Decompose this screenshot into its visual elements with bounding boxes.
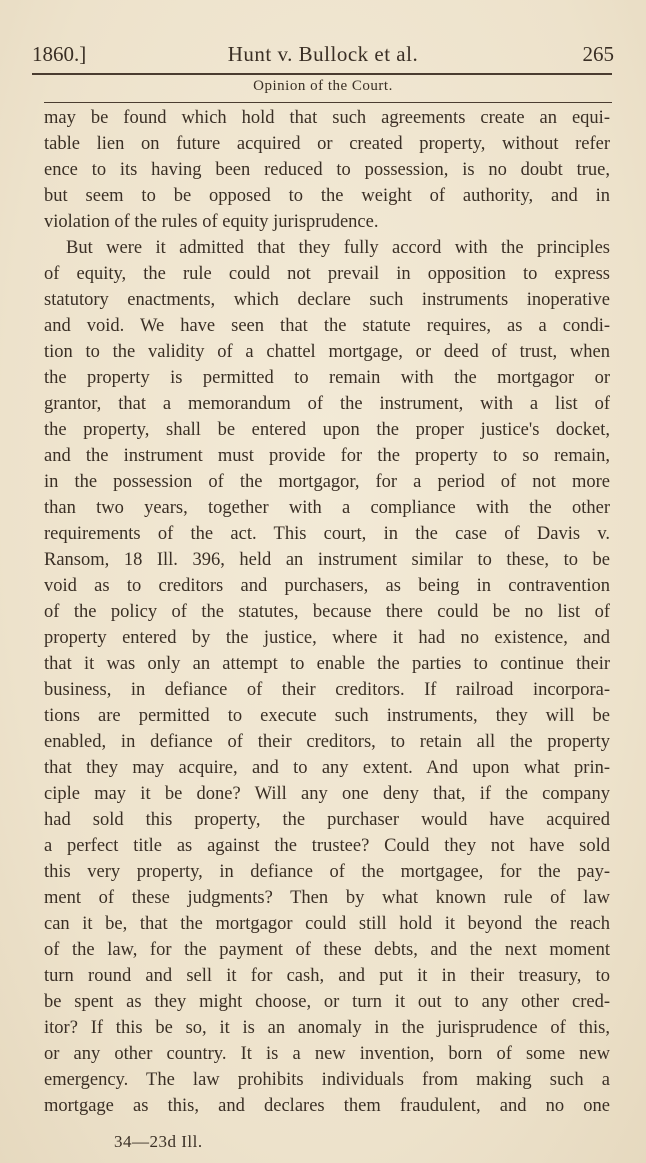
- text-line: But were it admitted that they fully accord with the principles: [66, 238, 610, 258]
- running-header: [32, 42, 614, 72]
- text-line: than two years, together with a compliance with the other: [44, 498, 610, 518]
- text-line: the property is permitted to remain with the mortgagor or: [44, 368, 610, 388]
- text-line: mortgage as this, and declares them fraudulent, and no one: [44, 1096, 610, 1116]
- opinion-text: [44, 105, 610, 1119]
- text-line: or any other country. It is a new invention, born of some new: [44, 1044, 610, 1064]
- text-line: the property, shall be entered upon the proper justice's docket,: [44, 420, 610, 440]
- text-line: property entered by the justice, where it had no existence, and: [44, 628, 610, 648]
- text-line: tion to the validity of a chattel mortgage, or deed of trust, when: [44, 342, 610, 362]
- text-line: be spent as they might choose, or turn it out to any other cred-: [44, 992, 610, 1012]
- subheader-rule: [44, 102, 612, 103]
- signature-mark: 34—23d Ill.: [114, 1132, 203, 1151]
- text-line: statutory enactments, which declare such instruments inoperative: [44, 290, 610, 310]
- text-line: this very property, in defiance of the mortgagee, for the pay-: [44, 862, 610, 882]
- text-line: violation of the rules of equity jurisprudence.: [44, 212, 379, 232]
- text-line: grantor, that a memorandum of the instrument, with a list of: [44, 394, 610, 414]
- header-page-number: 265: [582, 42, 614, 66]
- header-rule: [32, 73, 612, 75]
- text-line: and void. We have seen that the statute requires, as a condi-: [44, 316, 610, 336]
- text-line: but seem to be opposed to the weight of authority, and in: [44, 186, 610, 206]
- text-line: and the instrument must provide for the property to so remain,: [44, 446, 610, 466]
- text-line: may be found which hold that such agreements create an equi-: [44, 108, 610, 128]
- text-line: had sold this property, the purchaser would have acquired: [44, 810, 610, 830]
- text-line: of the policy of the statutes, because there could be no list of: [44, 602, 610, 622]
- header-case-title: Hunt v. Bullock et al.: [227, 42, 419, 66]
- text-line: turn round and sell it for cash, and put it in their treasury, to: [44, 966, 610, 986]
- text-line: ence to its having been reduced to possession, is no doubt true,: [44, 160, 610, 180]
- text-line: in the possession of the mortgagor, for a period of not more: [44, 472, 610, 492]
- text-line: a perfect title as against the trustee? Could they not have sold: [44, 836, 610, 856]
- text-line: ment of these judgments? Then by what known rule of law: [44, 888, 610, 908]
- section-subheader: Opinion of the Court.: [253, 78, 393, 94]
- text-line: business, in defiance of their creditors. If railroad incorpora-: [44, 680, 610, 700]
- text-line: ciple may it be done? Will any one deny that, if the company: [44, 784, 610, 804]
- text-line: table lien on future acquired or created property, without refer: [44, 134, 610, 154]
- text-line: that it was only an attempt to enable the parties to continue their: [44, 654, 610, 674]
- text-line: can it be, that the mortgagor could still hold it beyond the reach: [44, 914, 610, 934]
- text-line: of the law, for the payment of these debts, and the next moment: [44, 940, 610, 960]
- text-line: itor? If this be so, it is an anomaly in the jurisprudence of this,: [44, 1018, 610, 1038]
- text-line: of equity, the rule could not prevail in opposition to express: [44, 264, 610, 284]
- text-line: requirements of the act. This court, in the case of Davis v.: [44, 524, 610, 544]
- text-line: enabled, in defiance of their creditors, to retain all the property: [44, 732, 610, 752]
- text-line: Ransom, 18 Ill. 396, held an instrument similar to these, to be: [44, 550, 610, 570]
- text-line: tions are permitted to execute such instruments, they will be: [44, 706, 610, 726]
- text-line: emergency. The law prohibits individuals from making such a: [44, 1070, 610, 1090]
- text-line: void as to creditors and purchasers, as being in contravention: [44, 576, 610, 596]
- header-year: 1860.]: [32, 42, 87, 66]
- text-line: that they may acquire, and to any extent. And upon what prin-: [44, 758, 610, 778]
